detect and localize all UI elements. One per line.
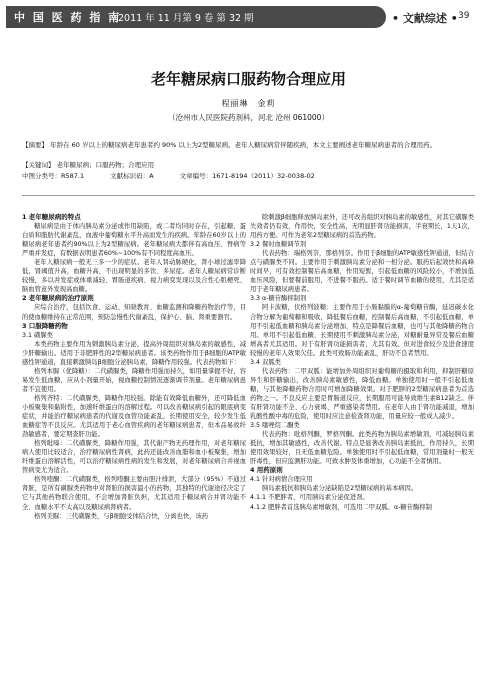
paragraph: 胰岛素抵抗和胰岛素分泌缺陷是2型糖尿病的基本病因。	[262, 485, 418, 493]
paragraph: 除刺激β细胞释放胰岛素外，还可改善组织对胰岛素的敏感性，对其它磺脲类失效者仍有效，作用快，安全性高，无明显肝肾功能损害，半衰期长，1天1次，用药方便。可作为老年2型糖尿病的首选药物。	[250, 214, 474, 240]
paragraph: 老年人糖尿病一般无三多一少的症状。老年人肾动脉硬化，肾小球过滤率降低，肾阈值升高，血糖升高，不出现明显的多饮、多尿症。老年人糖尿病常诊断较慢，多以并发症或体重减轻、胃肠道疾病、视力病变发现以及合性心肌梗死、脑血管意外发现高血糖。	[22, 259, 246, 294]
section-label: • 文献综述 •	[392, 12, 458, 25]
keywords: 【关键词】 老年糖尿病；口服药物；合理应用	[22, 161, 155, 169]
paragraph: 代表药物：吡格列酮，罗格列酮。此类药物为胰岛素增敏剂，可减轻胰岛素抵抗，增加其敏感性，改善代谢。特点是显著改善胰岛素抵抗，作用持久，长期使用效果较好，且无低血糖危险。单独使用时不引起低血糖，常用剂量时一般无肝毒性，但应监测肝功能。可致水肿及体重增加，心功能不全者慎用。	[250, 431, 474, 466]
paragraph: 格列齐特：二代磺脲类，降糖作用较强。除能有效降低血糖外，还可降低血小板聚集和黏附性，加速纤维蛋白的溶解过程。可以改善糖尿病引起的眼底病变症状，并能治疗糖尿病患者的代谢及血管功能紊乱，长期使用安全，较少发生低血糖症等不良反应。尤其适用于老心血管疾病的老年糖尿病患者，但本品易致纤劲敏感者，要定期查肝功能。	[22, 394, 246, 439]
page-header	[0, 0, 497, 31]
abstract: 【摘要】 年龄在 60 岁以上的糖尿病老年患者约 90% 以上为2型糖尿病。老年人糖尿病常伴随疾病，本文主要阐述老年糖尿病患者的合理用药。	[22, 141, 437, 149]
paragraph: 格列美脲：三代磺脲类，与β细胞受体结合快，分离也快，该药	[34, 512, 209, 520]
section-heading: 3.4 双胍类	[250, 358, 281, 366]
paragraph: 阿卡波糖，伏格列波糖：主要作用于小肠黏膜的α-葡萄糖苷酶，延迟碳水化合物分解为葡萄糖和吸收，降低餐后血糖，控制餐后高血糖，不引起低血糖，单用不引起低血糖和胰岛素分泌增加，特点是降餐后血糖，也可与其他降糖药物合用。单用不引起低血糖，长期使用不刺激胰岛素分泌，对糖耐量异常及餐后血糖增高者尤其适用。对于有肝肾功能损害者，尤其有效。但对进食较少及进食速度较慢的老年人效果欠佳。此类可致肠功能紊乱，肝功不良者禁用。	[250, 304, 474, 357]
classification-line: 中图分类号：R587.1 文献标识码：A 文章编号：1671-8194（2011）32-0038-02	[22, 172, 315, 180]
right-column	[250, 213, 474, 512]
paragraph: 格列吡嗪：二代磺脲类，降糖作用强，其代谢产物无药理作用，对老年糖尿病人使用比较适合，治疗糖尿病性肾病，此药还能改善血脂和血小板聚集，增加纤维蛋白溶解活性，可以治疗糖尿病性病的发生和发展，对老年糖尿病合并视血管病变尤为适合。	[22, 440, 246, 475]
section-heading: 3.1 磺脲类	[22, 331, 53, 339]
paragraph: 本类药物主要作用为刺激胰岛素分泌，提高外周组织对胰岛素的敏感性，减少肝糖输出。适用于非肥胖性的2型糖尿病患者。该类药物作用于β细胞的ATP敏感性钾通道，直接刺激胰岛β细胞分泌胰岛素，降糖作用较强。代表药物如下：	[22, 340, 246, 366]
journal-name: 中 国 医 药 指 南	[14, 11, 122, 24]
section-heading: 3.2 餐时血糖调节剂	[250, 241, 307, 249]
left-column	[22, 213, 246, 521]
paragraph: 代表药物：二甲双胍：能增加外周组织对葡萄糖的摄取和利用，抑制肝糖原异生和肝糖输出，改善胰岛素敏感性，降低血糖。单独使用时一般不引起低血糖，与其他降糖药物合用时可增加降糖效果。对于肥胖的2型糖尿病患者为首选药物之一。不良反应主要是胃肠道反应，长期服用可能导致维生素B12缺乏。伴有肝肾功能不全、心力衰竭、严重感染者禁用。在老年人由于肾功能减退，增加乳酸性酸中毒的危险，使用时应注意检查肾功能，用量应较一般成人减少。	[250, 367, 474, 421]
page-number: 39	[458, 11, 470, 21]
article-authors: 程丽琳 金莉	[221, 99, 276, 108]
section-heading: 3 口服降糖药物	[22, 321, 68, 330]
article-title: 老年糖尿病口服药物合理应用	[150, 70, 346, 88]
paragraph: 格列喹酮：二代磺脲类，格列喹酮主要由胆汁排泄，大部分（95%）不通过肾脏，是所有磺脲类药物中对肾脏的损害最小的药物，其独特的代谢途径决定了它与其他药物联合使用，不会增加肾脏负担，尤其适用于糖尿病合并肾功能不全、血糖水平不太高以及糖尿病肾病者。	[22, 476, 246, 511]
paragraph: 格列本脲（优降糖）：二代磺脲类，降糖作用强而持久，如用量掌握不好，容易发生低血糖，应从小剂量开始，视血糖控制情况逐渐调节剂量。老年糖尿病患者不宜使用。	[22, 367, 246, 393]
paragraph: 糖尿病是由于体内胰岛素分泌或作用缺陷，或二者均同时存在，引起糖、蛋白质和脂肪代谢紊乱，血液中葡萄糖水平升高而发生的疾病。年龄在60岁以上的糖尿病老年患者约90%以上为2型糖尿病。老年糖尿病大都伴有高血压、脊病等严重并发症，有数据表明患者60%~100%有不同程度高血压。	[22, 223, 246, 258]
section-heading: 3.3 α-糖苷酶抑制剂	[250, 295, 307, 303]
header-divider	[22, 195, 475, 196]
section-heading: 4 用药原则	[250, 466, 283, 475]
author-affiliation: （沧州市人民医院药剂科，河北 沧州 061000）	[168, 113, 329, 122]
section-heading: 4.1.1 不肥胖者，可用胰岛素分泌促进剂。	[250, 494, 369, 502]
issue-info: 2011 年 11 月第 9 卷 第 32 期	[118, 13, 254, 24]
paragraph: 代表药物：瑞格列奈，那格列奈。作用于β细胞的ATP敏感性钾通道，但结合点与磺脲类不同。主要作用于刺激胰岛素分泌和一相分泌。服药后起效快和高峰时间早，可有效控制餐后高血糖，作用短暂，引起低血糖的风险较小，不增加低血压风险，但要餐前服用，不进餐不服药。适于餐时调节血糖的使用，尤其是适用于老年糖尿病患者。	[250, 250, 474, 294]
section-heading: 2 老年糖尿病的治疗原则	[22, 294, 94, 303]
section-heading: 4.1 针对病情合理应用	[250, 476, 313, 484]
section-heading: 1 老年糖尿病的特点	[22, 213, 81, 221]
section-heading: 3.5 噻唑烷二酮类	[250, 422, 300, 430]
section-heading: 4.1.2 肥胖者首选胰岛素增敏剂，可选用二甲双胍、α-糖苷酶抑制	[250, 503, 432, 511]
paragraph: 应综合治疗，包括饮食、运动、知晓教育、血糖监测和降糖药物治疗等，目的使血糖维持在正常范围，预防急慢性代谢紊乱，保护心、脑、肾重要器官。	[22, 304, 246, 321]
